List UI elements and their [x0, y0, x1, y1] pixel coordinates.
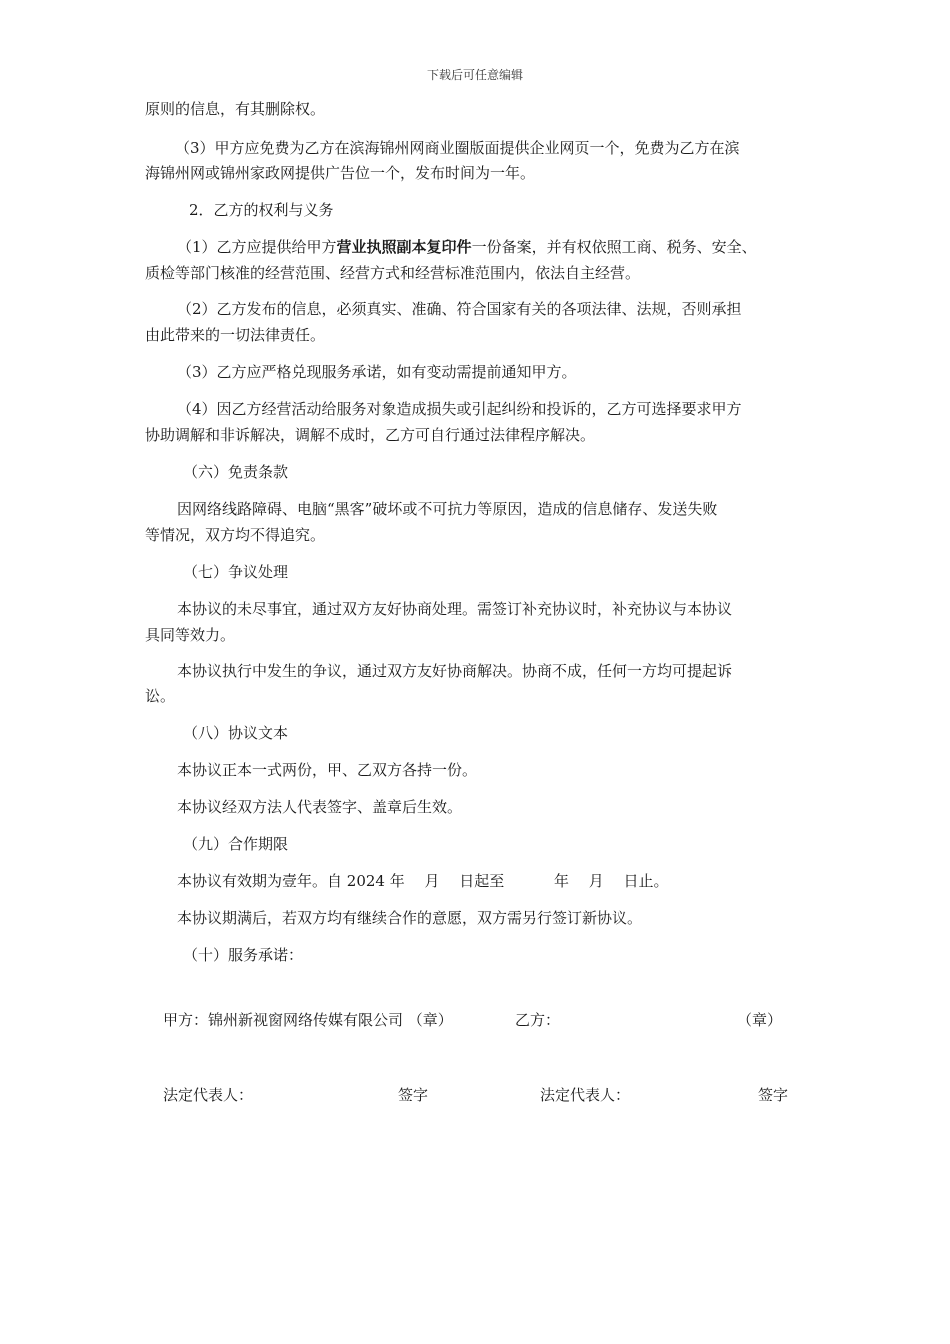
section-heading: （八）协议文本: [183, 724, 289, 742]
section-heading: 2．乙方的权利与义务: [189, 201, 334, 219]
party-b-representative-label: 法定代表人：: [540, 1086, 631, 1104]
text-run: （1）乙方应提供给甲方: [177, 238, 337, 256]
paragraph-line: 海锦州网或锦州家政网提供广告位一个，发布时间为一年。: [145, 164, 536, 182]
section-heading: （十）服务承诺：: [183, 946, 304, 964]
paragraph-line: 本协议有效期为壹年。自 2024 年 月 日起至 年 月 日止。: [177, 872, 669, 890]
paragraph-line: （3）乙方应严格兑现服务承诺，如有变动需提前通知甲方。: [177, 363, 577, 381]
paragraph-line: 具同等效力。: [145, 626, 236, 644]
paragraph-line: 本协议经双方法人代表签字、盖章后生效。: [177, 798, 463, 816]
party-b-seal: （章）: [737, 1011, 783, 1029]
paragraph-line: 讼。: [145, 687, 176, 705]
party-b-label: 乙方：: [515, 1011, 561, 1029]
paragraph-line: （2）乙方发布的信息，必须真实、准确、符合国家有关的各项法律、法规，否则承担: [177, 300, 742, 318]
paragraph-line: 原则的信息，有其删除权。: [145, 100, 326, 118]
paragraph-line: 质检等部门核准的经营范围、经营方式和经营标准范围内，依法自主经营。: [145, 264, 641, 282]
party-a-label: 甲方：锦州新视窗网络传媒有限公司 （章）: [163, 1011, 453, 1029]
party-a-representative-label: 法定代表人：: [163, 1086, 254, 1104]
section-heading: （七）争议处理: [183, 563, 289, 581]
section-heading: （九）合作期限: [183, 835, 289, 853]
bold-text-run: 营业执照副本复印件: [336, 238, 472, 256]
paragraph-line: 本协议的未尽事宜，通过双方友好协商处理。需签订补充协议时，补充协议与本协议: [177, 600, 733, 618]
paragraph-line: （4）因乙方经营活动给服务对象造成损失或引起纠纷和投诉的，乙方可选择要求甲方: [177, 400, 742, 418]
paragraph-line: 由此带来的一切法律责任。: [145, 326, 326, 344]
paragraph-line: 因网络线路障碍、电脑“黑客”破坏或不可抗力等原因，造成的信息储存、发送失败: [177, 500, 718, 518]
text-run: 一份备案，并有权依照工商、税务、安全、: [471, 238, 757, 256]
section-heading: （六）免责条款: [183, 463, 289, 481]
party-a-signature-label: 签字: [398, 1086, 429, 1104]
paragraph-line: [177, 236, 757, 258]
paragraph-line: （3）甲方应免费为乙方在滨海锦州网商业圈版面提供企业网页一个，免费为乙方在滨: [175, 139, 740, 157]
paragraph-line: 等情况，双方均不得追究。: [145, 526, 326, 544]
paragraph-line: 本协议执行中发生的争议，通过双方友好协商解决。协商不成，任何一方均可提起诉: [177, 662, 733, 680]
paragraph-line: 本协议期满后，若双方均有继续合作的意愿，双方需另行签订新协议。: [177, 909, 643, 927]
paragraph-line: 协助调解和非诉解决，调解不成时，乙方可自行通过法律程序解决。: [145, 426, 596, 444]
paragraph-line: 本协议正本一式两份，甲、乙双方各持一份。: [177, 761, 478, 779]
party-b-signature-label: 签字: [758, 1086, 789, 1104]
page-header-note: 下载后可任意编辑: [426, 68, 523, 82]
